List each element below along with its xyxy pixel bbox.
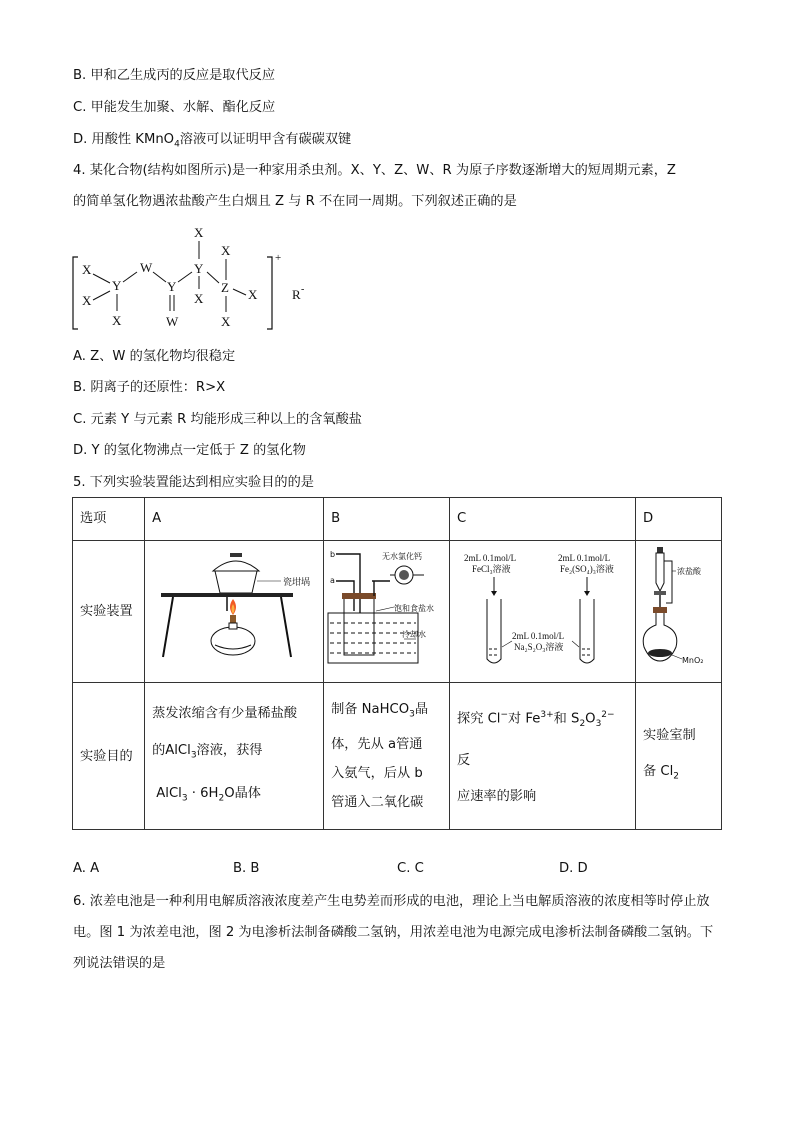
cation-charge: + xyxy=(275,252,282,264)
q4-stem-line1: 4. 某化合物(结构如图所示)是一种家用杀虫剂。X、Y、Z、W、R 为原子序数逐渐增大的短周期元素，Z xyxy=(73,163,676,178)
q3-option-c: C. 甲能发生加聚、水解、酯化反应 xyxy=(73,100,276,115)
label-c-bottom-sol: Na₂S₂O₃溶液 xyxy=(514,642,564,652)
atom-y: Y xyxy=(167,279,177,294)
apparatus-b xyxy=(324,541,450,683)
label-tube-a: a xyxy=(330,576,335,585)
q5-choice-d: D. D xyxy=(559,861,588,876)
goal-b: 制备 NaHCO$_3$晶 体，先从 a管通 入氨气，后从 b 管通入二氧化碳 xyxy=(324,683,450,830)
q4-option-d: D. Y 的氢化物沸点一定低于 Z 的氢化物 xyxy=(73,443,306,458)
q3-option-d: D. 用酸性 KMnO$_4$溶液可以证明甲含有碳碳双键 xyxy=(73,132,352,150)
label-mno2: MnO₂ xyxy=(682,656,704,665)
table-row xyxy=(73,541,722,683)
q4-option-b: B. 阴离子的还原性：R>X xyxy=(73,380,226,395)
label-c-left-conc: 2mL 0.1mol/L xyxy=(464,553,517,563)
anion-r: R xyxy=(292,287,301,302)
label-cacl2: 无水氯化钙 xyxy=(382,552,423,561)
q6-stem: 6. 浓差电池是一种利用电解质溶液浓度差产生电势差而形成的电池，理论上当电解质溶液的浓度相等时停止放电。图 1 为浓差电池，图 2 为电渗析法制备磷酸二氢钠，用浓差电池为电源完成电渗析法制备磷酸二氢钠。下列说法错误的是 xyxy=(73,894,714,971)
apparatus-a xyxy=(145,541,324,683)
atom-x: X xyxy=(221,243,231,258)
header-option: 选项 xyxy=(73,498,145,541)
q4-option-a: A. Z、W 的氢化物均很稳定 xyxy=(73,349,236,364)
goal-a: 蒸发浓缩含有少量稀盐酸 的AlCl$_3$溶液，获得 AlCl$_3$ · $6H_2O$晶体 xyxy=(145,683,324,830)
label-conc-hcl: 浓盐酸 xyxy=(677,567,701,576)
row-label-device: 实验装置 xyxy=(73,541,145,683)
header-a: A xyxy=(145,498,324,541)
q5-table xyxy=(72,497,722,830)
q4-option-c: C. 元素 Y 与元素 R 均能形成三种以上的含氧酸盐 xyxy=(73,412,362,427)
label-tube-b: b xyxy=(330,550,336,559)
label-c-left-sol: FeCl₃溶液 xyxy=(472,564,511,574)
atom-y: Y xyxy=(112,278,122,293)
atom-x: X xyxy=(112,313,122,328)
atom-y: Y xyxy=(194,261,204,276)
q5-stem: 5. 下列实验装置能达到相应实验目的的是 xyxy=(73,475,314,490)
label-crucible: 瓷坩埚 xyxy=(283,578,311,588)
goal-d: 实验室制 备 $Cl_2$ xyxy=(636,683,722,830)
atom-x: X xyxy=(221,314,231,329)
atom-x: X xyxy=(82,293,92,308)
atom-w: W xyxy=(166,314,179,329)
q5-choice-c: C. C xyxy=(397,861,424,876)
table-row xyxy=(73,498,722,541)
table-row xyxy=(73,683,722,830)
atom-x: X xyxy=(82,262,92,277)
apparatus-c xyxy=(450,541,636,683)
apparatus-d xyxy=(636,541,722,683)
q3-option-b: B. 甲和乙生成丙的反应是取代反应 xyxy=(73,68,276,83)
atom-z: Z xyxy=(221,280,229,295)
label-c-bottom-conc: 2mL 0.1mol/L xyxy=(512,631,565,641)
header-c: C xyxy=(450,498,636,541)
atom-x: X xyxy=(248,287,258,302)
header-b: B xyxy=(324,498,450,541)
row-label-goal: 实验目的 xyxy=(73,683,145,830)
label-c-right-sol: Fe₂(SO₄)₃溶液 xyxy=(560,564,614,574)
label-cold-water: 冷却水 xyxy=(402,630,427,639)
label-c-right-conc: 2mL 0.1mol/L xyxy=(558,553,611,563)
label-brine: 饱和食盐水 xyxy=(394,604,435,613)
header-d: D xyxy=(636,498,722,541)
atom-w: W xyxy=(140,260,153,275)
q4-structure-diagram xyxy=(70,225,330,337)
anion-charge: - xyxy=(301,284,305,295)
goal-c: 探究 Cl−对 $Fe^{3+}$和 $S_2O_3^{2-}$ 反 应速率的影响 xyxy=(450,683,636,830)
q4-stem-line2: 的简单氢化物遇浓盐酸产生白烟且 Z 与 R 不在同一周期。下列叙述正确的是 xyxy=(73,194,517,209)
q5-choice-a: A. A xyxy=(73,861,100,876)
atom-x: X xyxy=(194,291,204,306)
q5-choice-b: B. B xyxy=(233,861,260,876)
atom-x: X xyxy=(194,225,204,240)
